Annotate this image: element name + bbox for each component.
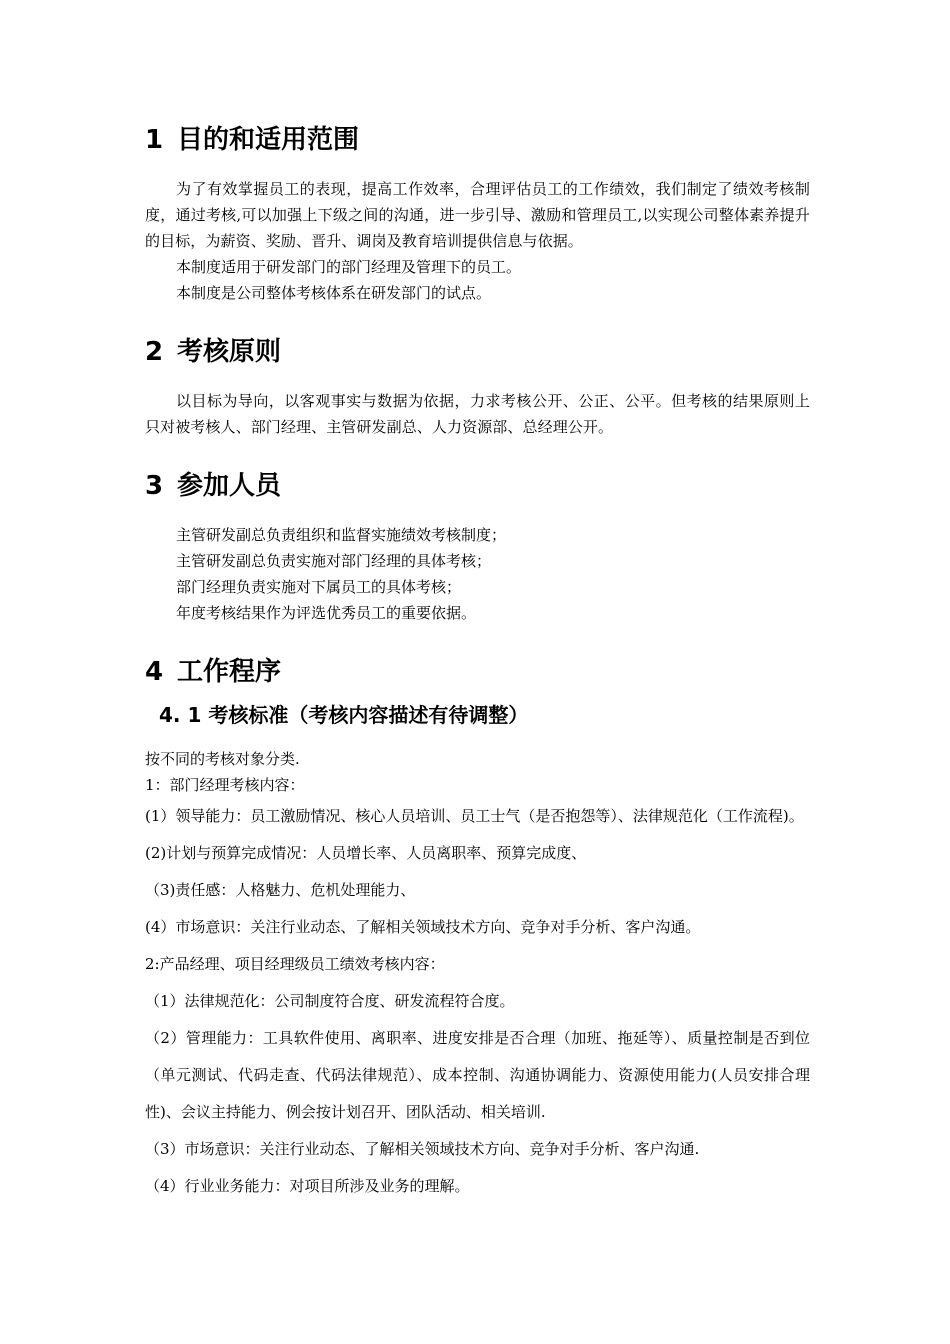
section-1-title: 目的和适用范围 — [177, 125, 360, 155]
section-1-paragraph: 本制度适用于研发部门的部门经理及管理下的员工。 — [176, 258, 522, 276]
section-1-paragraph: 为了有效掌握员工的表现，提高工作效率，合理评估员工的工作绩效，我们制定了绩效考核制度，通过考核,可以加强上下级之间的沟通，进一步引导、激励和管理员工,以实现公司整体素养提升的目标，为薪资、奖励、晋升、调岗及教育培训提供信息与依据。 — [145, 180, 810, 250]
group-2-item: （2）管理能力：工具软件使用、离职率、进度安排是否合理（加班、拖延等）、质量控制是否到位（单元测试、代码走查、代码法律规范）、成本控制、沟通协调能力、资源使用能力(人员安排合理性)、会议主持能力、例会按计划召开、团队活动、相关培训. — [145, 1029, 810, 1121]
section-3-line: 部门经理负责实施对下属员工的具体考核； — [176, 578, 462, 596]
section-4-number: 4 — [145, 657, 164, 687]
section-2-number: 2 — [145, 337, 164, 367]
section-2-paragraph: 以目标为导向，以客观事实与数据为依据，力求考核公开、公正、公平。但考核的结果原则上只对被考核人、部门经理、主管研发副总、人力资源部、总经理公开。 — [145, 392, 810, 436]
section-1-heading — [145, 118, 810, 162]
section-3-line: 年度考核结果作为评选优秀员工的重要依据。 — [176, 604, 477, 622]
subsection-4-1-heading: 4. 1 考核标准（考核内容描述有待调整） — [159, 703, 529, 727]
group-1-item: (2)计划与预算完成情况：人员增长率、人员离职率、预算完成度、 — [145, 844, 587, 862]
section-3-line: 主管研发副总负责组织和监督实施绩效考核制度； — [176, 526, 507, 544]
group-2-item: （3）市场意识：关注行业动态、了解相关领域技术方向、竞争对手分析、客户沟通. — [145, 1140, 700, 1158]
section-1-paragraph: 本制度是公司整体考核体系在研发部门的试点。 — [176, 284, 492, 302]
document-body — [145, 118, 810, 1205]
group-2-item: （1）法律规范化：公司制度符合度、研发流程符合度。 — [145, 992, 515, 1010]
section-1-number: 1 — [145, 125, 164, 155]
section-2-heading — [145, 330, 810, 374]
section-4-title: 工作程序 — [177, 657, 282, 687]
group-1-item: （3)责任感：人格魅力、危机处理能力、 — [145, 881, 416, 899]
subsection-intro: 按不同的考核对象分类. — [145, 750, 300, 768]
section-3-number: 3 — [145, 471, 164, 501]
section-4-heading — [145, 650, 810, 694]
section-3-heading — [145, 464, 810, 508]
group-1-item: (4）市场意识：关注行业动态、了解相关领域技术方向、竞争对手分析、客户沟通。 — [145, 918, 701, 936]
section-3-line: 主管研发副总负责实施对部门经理的具体考核； — [176, 552, 492, 570]
section-3-title: 参加人员 — [177, 471, 282, 501]
group-1-item: (1）领导能力：员工激励情况、核心人员培训、员工士气（是否抱怨等）、法律规范化（工作流程)。 — [145, 807, 804, 825]
group-2-title: 2:产品经理、项目经理级员工绩效考核内容： — [145, 955, 445, 973]
group-2-item: （4）行业业务能力：对项目所涉及业务的理解。 — [145, 1177, 470, 1195]
section-2-title: 考核原则 — [177, 337, 282, 367]
group-1-title: 1：部门经理考核内容： — [145, 776, 305, 794]
